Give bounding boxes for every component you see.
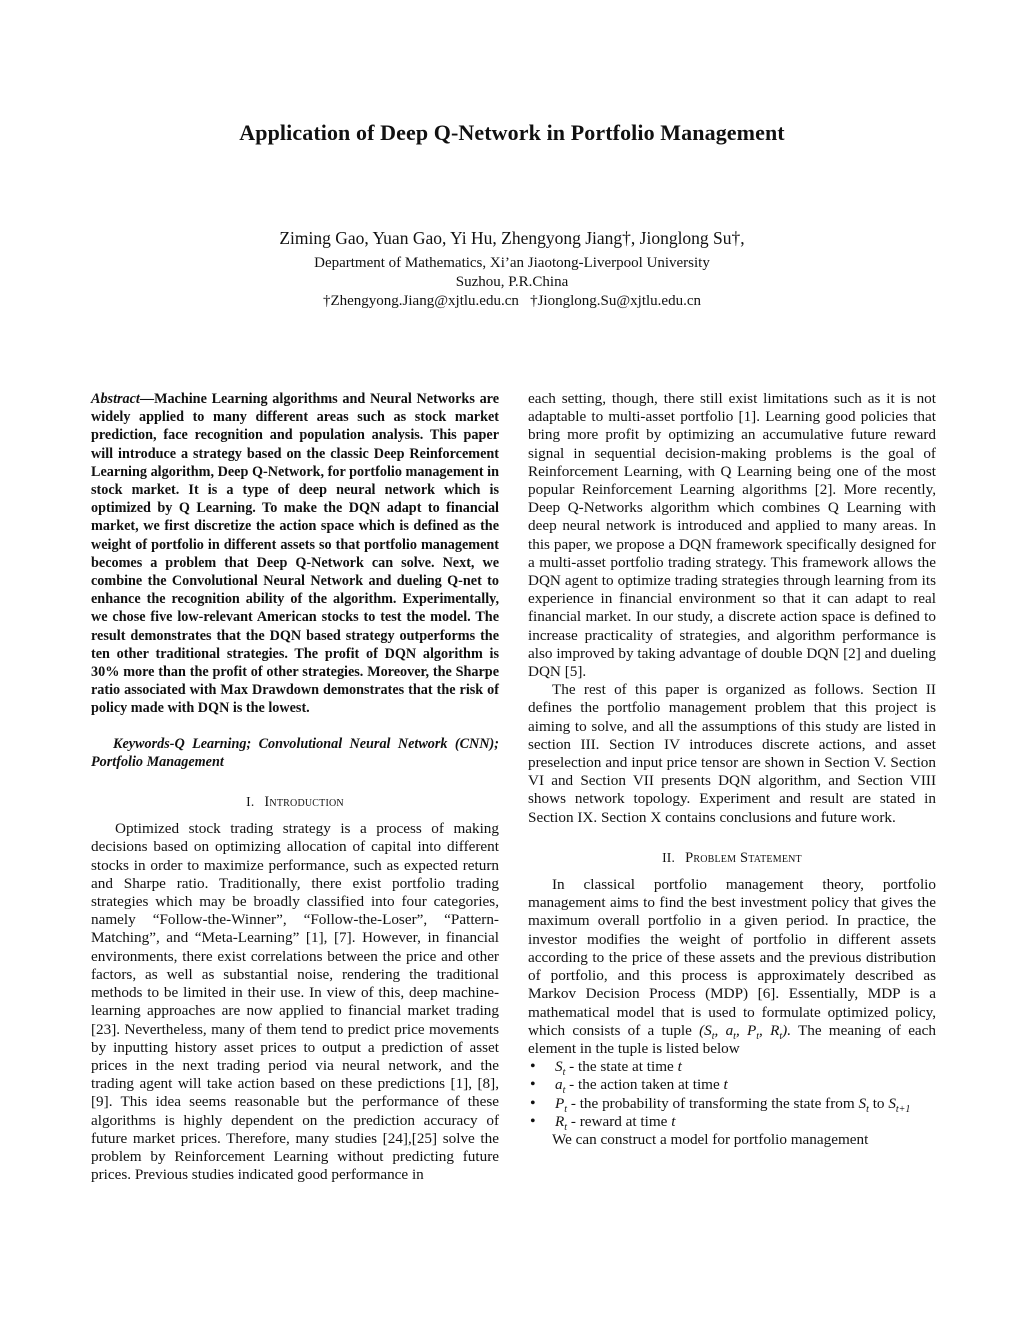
list-item: • $S_t$ - the state at time t (528, 1058, 936, 1076)
problem-text-end: The meaning of each element in the tuple is listed below (528, 1021, 937, 1057)
list-item: • $P_t$ - the probability of transforming the state from $S_t$ to $S_{t+1}$ (528, 1095, 936, 1113)
section-number: I. (246, 794, 255, 810)
introduction-continued-paragraph: each setting, though, there still exist limitations such as it is not adaptable to multi-asset portfolio [1]. Learning good policies that bring more profit by optimizing an accumulative future reward signal in sequential decision-making problems is the goal of Reinforcement Learning, with Q Learning being one of the most popular Reinforcement Learning algorithms [2]. More recently, Deep Q-Networks algorithm which combines Q Learning with deep neural network is introduced and applied to many areas. In this paper, we propose a DQN framework specifically designed for a multi-asset portfolio trading strategy. This framework allows the DQN agent to optimize trading strategies through learning from its experience in financial environment so that it can adapt to real financial market. In our study, a discrete action space is defined to increase practicality of strategies, and algorithm performance is also improved by taking advantage of double DQN [2] and dueling DQN [5]. (528, 390, 936, 681)
paper-organization-paragraph: The rest of this paper is organized as follows. Section II defines the portfolio management problem that this project is aiming to solve, and all the assumptions of this study are listed in section III. Section IV introduces discrete actions, and asset preselection and input price tensor are shown in Section V. Section VI and Section VII presents DQN algorithm, and Section VIII shows network topology. Experiment and result are stated in Section IX. Section X contains conclusions and future work. (528, 681, 936, 826)
introduction-paragraph: Optimized stock trading strategy is a process of making decisions based on optimizing allocation of capital into different stocks in order to maximize performance, such as expected return and Sharpe ratio. Traditionally, there exist portfolio trading strategies which may be broadly classified into four categories, namely “Follow-the-Winner”, “Follow-the-Loser”, “Pattern-Matching”, and “Meta-Learning” [1], [7]. However, in financial environments, there exist correlations between the price and other factors, as well as substantial noise, rendering the traditional methods to be limited in their use. In view of this, deep machine-learning approaches are now applied to financial market trading [23]. Nevertheless, many of them tend to predict price movements by inputting history asset prices to output a prediction of asset prices in the next trading period via neural network, and the trading agent will take action based on these predictions [1], [8], [9]. This idea seems reasonable but the performance of these algorithms is highly dependent on the prediction accuracy of future market prices. Therefore, many studies [24],[25] solve the problem by Reinforcement Learning without predicting future prices. Previous studies indicated good performance in (91, 820, 499, 1184)
left-column (91, 390, 499, 1184)
right-column (528, 390, 936, 1149)
author-list: Ziming Gao, Yuan Gao, Yi Hu, Zhengyong Jiang†, Jionglong Su†, (279, 228, 745, 248)
abstract-text: —Machine Learning algorithms and Neural Networks are widely applied to many different areas such as stock market prediction, face recognition and population analysis. This paper will introduce a strategy based on the classic Deep Reinforcement Learning algorithm, Deep Q-Network, for portfolio management in stock market. It is a type of deep neural network which is optimized by Q Learning. To make the DQN adapt to financial market, we first discretize the action space which is defined as the weight of portfolio in different assets so that portfolio management becomes a problem that Deep Q-Network can solve. Next, we combine the Convolutional Neural Network and dueling Q-net to enhance the recognition ability of the algorithm. Experimentally, we chose five low-relevant American stocks to test the model. The result demonstrates that the DQN based strategy outperforms the ten other traditional strategies. The profit of DQN algorithm is 30% more than the profit of other strategies. Moreover, the Sharpe ratio associated with Max Drawdown demonstrates that the risk of policy made with DQN is the lowest. (91, 391, 499, 717)
list-item: • $R_t$ - reward at time t (528, 1113, 936, 1131)
affiliation-emails: †Zhengyong.Jiang@xjtlu.edu.cn †Jionglong.Su@xjtlu.edu.cn (322, 293, 701, 309)
keywords: Keywords-Q Learning; Convolutional Neural Network (CNN); Portfolio Management (91, 735, 499, 770)
abstract (91, 390, 499, 718)
list-item: • $a_t$ - the action taken at time t (528, 1076, 936, 1094)
tuple-notation: ($S_t$, $a_t$, $P_t$, $R_t$). (699, 1021, 791, 1042)
abstract-lead: Abstract (91, 391, 140, 407)
section-number: II. (662, 849, 676, 865)
affiliation-city: Suzhou, P.R.China (455, 274, 569, 290)
problem-statement-paragraph (528, 876, 936, 1058)
section-title: Introduction (264, 794, 344, 811)
final-line: We can construct a model for portfolio management (552, 1130, 869, 1148)
tuple-element-list (528, 1058, 936, 1131)
problem-text: In classical portfolio management theory, portfolio management aims to find the best investment policy that gives the maximum overall portfolio in a given period. In practice, the investor modifies the weight of portfolio in different assets according to the price of these assets and the previous distribution of portfolio, and this process is approximately described as Markov Decision Process (MDP) [6]. Essentially, MDP is a mathematical model that is used to formulate optimized policy, which consists of a tuple (528, 876, 936, 1039)
affiliation-department: Department of Mathematics, Xi’an Jiaotong-Liverpool University (314, 255, 710, 271)
section-heading-problem-statement (528, 849, 936, 867)
section-title: Problem Statement (685, 849, 802, 866)
paper-title: Application of Deep Q-Network in Portfolio Management (239, 120, 785, 145)
section-heading-introduction (91, 793, 499, 811)
